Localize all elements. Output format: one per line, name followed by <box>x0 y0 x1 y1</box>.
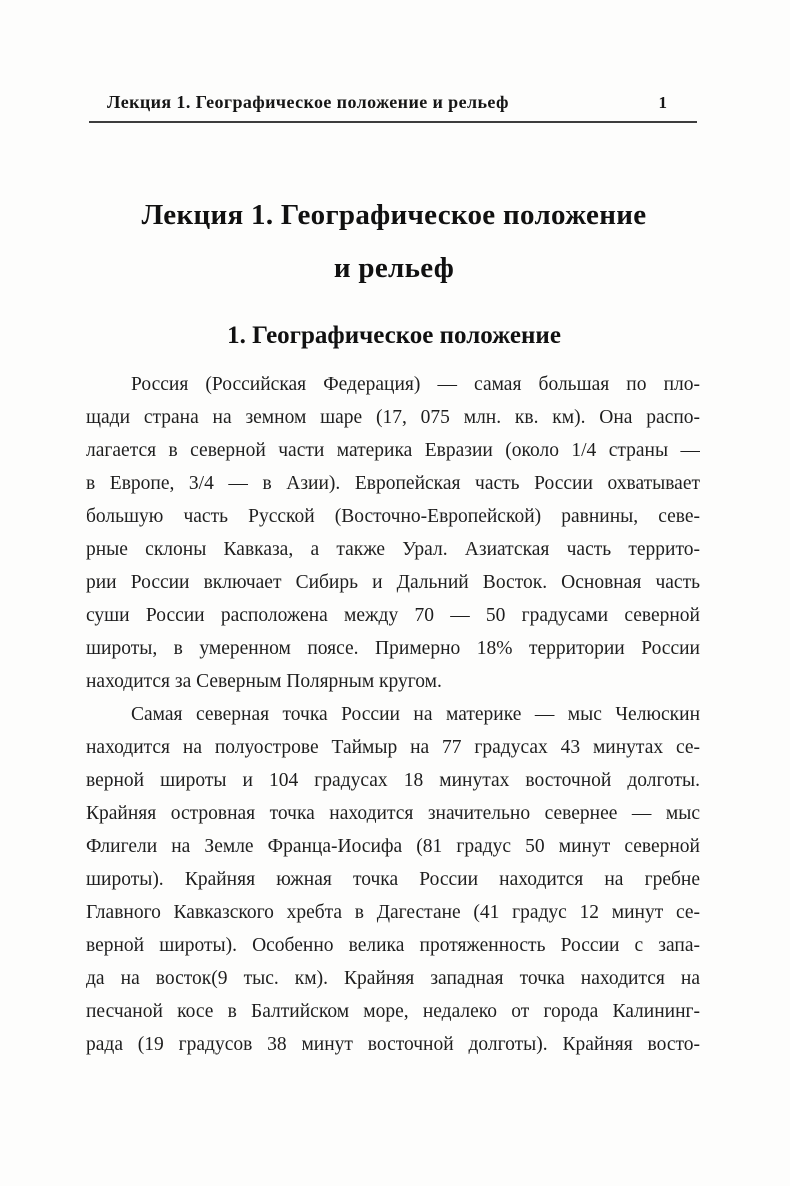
text-line: верной широты). Особенно велика протяженность России с запа- <box>86 935 700 956</box>
chapter-title-line1: Лекция 1. Географическое положение <box>141 199 647 231</box>
running-title: Лекция 1. Географическое положение и рельеф <box>107 92 509 112</box>
body-text <box>86 368 700 1061</box>
text-line: Крайняя островная точка находится значительно севернее — мыс <box>86 803 700 824</box>
text-line: Россия (Российская Федерация) — самая большая по пло- <box>131 374 700 395</box>
text-line: находится за Северным Полярным кругом. <box>86 671 442 692</box>
page-header <box>89 90 697 115</box>
text-line: рии России включает Сибирь и Дальний Восток. Основная часть <box>86 572 700 593</box>
text-line: широты). Крайняя южная точка России находится на гребне <box>86 869 700 890</box>
text-line: большую часть Русской (Восточно-Европейской) равнины, севе- <box>86 506 700 527</box>
text-line: песчаной косе в Балтийском море, недалеко от города Калининг- <box>86 1001 700 1022</box>
header-rule <box>89 121 697 123</box>
paragraph-1 <box>86 368 700 698</box>
text-line: щади страна на земном шаре (17, 075 млн. кв. км). Она распо- <box>86 407 700 428</box>
text-line: широты, в умеренном поясе. Примерно 18% территории России <box>86 638 700 659</box>
text-line: Главного Кавказского хребта в Дагестане (41 градус 12 минут се- <box>86 902 700 923</box>
text-line: верной широты и 104 градусах 18 минутах восточной долготы. <box>86 770 700 791</box>
text-line: Самая северная точка России на материке — мыс Челюскин <box>131 704 700 725</box>
text-line: лагается в северной части материка Евразии (около 1/4 страны — <box>86 440 700 461</box>
section-heading: 1. Географическое положение <box>227 322 561 349</box>
text-line: в Европе, 3/4 — в Азии). Европейская часть России охватывает <box>86 473 700 494</box>
text-line: Флигели на Земле Франца-Иосифа (81 градус 50 минут северной <box>86 836 700 857</box>
paragraph-2 <box>86 698 700 1061</box>
text-line: да на восток(9 тыс. км). Крайняя западная точка находится на <box>86 968 700 989</box>
text-line: находится на полуострове Таймыр на 77 градусах 43 минутах се- <box>86 737 700 758</box>
text-line: суши России расположена между 70 — 50 градусами северной <box>86 605 700 626</box>
text-line: рада (19 градусов 38 минут восточной долготы). Крайняя восто- <box>86 1034 700 1055</box>
text-line: рные склоны Кавказа, а также Урал. Азиатская часть террито- <box>86 539 700 560</box>
chapter-title-line2: и рельеф <box>333 252 455 284</box>
chapter-title <box>88 189 700 295</box>
page-number: 1 <box>658 93 667 112</box>
